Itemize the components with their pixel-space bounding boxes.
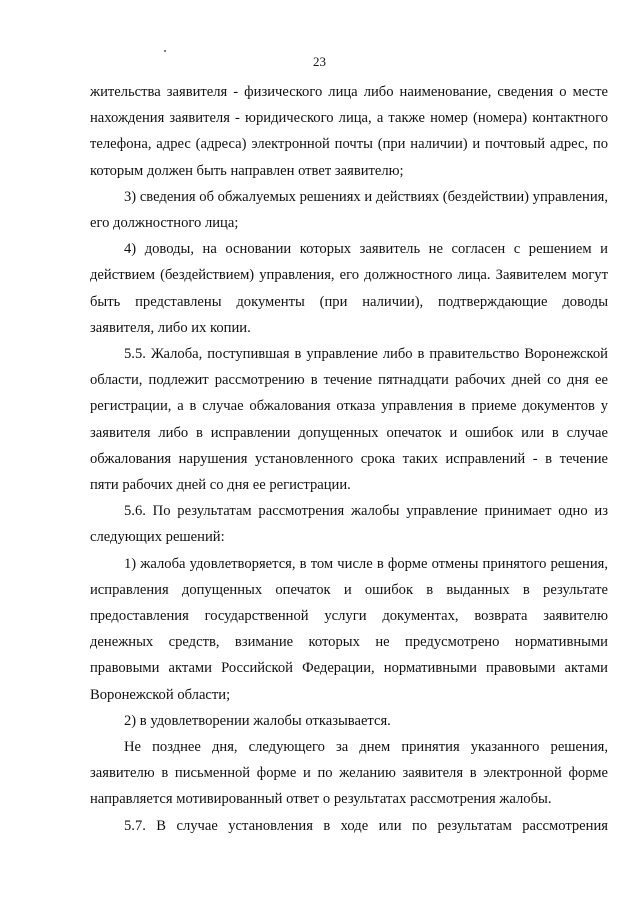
- paragraph-item-3: 3) сведения об обжалуемых решениях и действиях (бездействии) управления, его должностного лица;: [90, 188, 608, 232]
- paragraph-item-4: 4) доводы, на основании которых заявитель не согласен с решением и действием (бездействием) управления, его должностного лица. Заявителем могут быть представлены документы (при наличии), подтверждающие доводы заявителя, либо их копии.: [90, 241, 608, 336]
- paragraph-5-6: 5.6. По результатам рассмотрения жалобы управление принимает одно из следующих решений:: [90, 503, 608, 546]
- paragraph-response: Не позднее дня, следующего за днем принятия указанного решения, заявителю в письменной форме и по желанию заявителя в электронной форме направляется мотивированный ответ о результатах рассмотрения жалобы.: [90, 739, 608, 808]
- paragraph-decision-1: 1) жалоба удовлетворяется, в том числе в форме отмены принятого решения, исправления допущенных опечаток и ошибок в выданных в результате предоставления государственной услуги документах, возврата заявителю денежных средств, взимание которых не предусмотрено нормативными правовыми актами Российской Федерации, нормативными правовыми актами Воронежской области;: [90, 555, 608, 703]
- scan-artifact-dot: [164, 50, 166, 52]
- paragraph-5-5: 5.5. Жалоба, поступившая в управление либо в правительство Воронежской области, подлежит рассмотрению в течение пятнадцати рабочих дней со дня ее регистрации, а в случае обжалования отказа управления в приеме документов у заявителя либо в исправлении допущенных опечаток и ошибок или в случае обжалования нарушения установленного срока таких исправлений - в течение пяти рабочих дней со дня ее регистрации.: [90, 346, 608, 494]
- paragraph-5-7: 5.7. В случае установления в ходе или по результатам рассмотрения: [124, 817, 608, 834]
- page-number: 23: [313, 54, 326, 69]
- paragraph-continuation: жительства заявителя - физического лица либо наименование, сведения о месте нахождения заявителя - юридического лица, а также номер (номера) контактного телефона, адрес (адреса) электронной почты (при наличии) и почтовый адрес, по которым должен быть направлен ответ заявителю;: [90, 84, 608, 179]
- document-body: [90, 79, 608, 839]
- paragraph-decision-2: 2) в удовлетворении жалобы отказывается.: [124, 712, 391, 729]
